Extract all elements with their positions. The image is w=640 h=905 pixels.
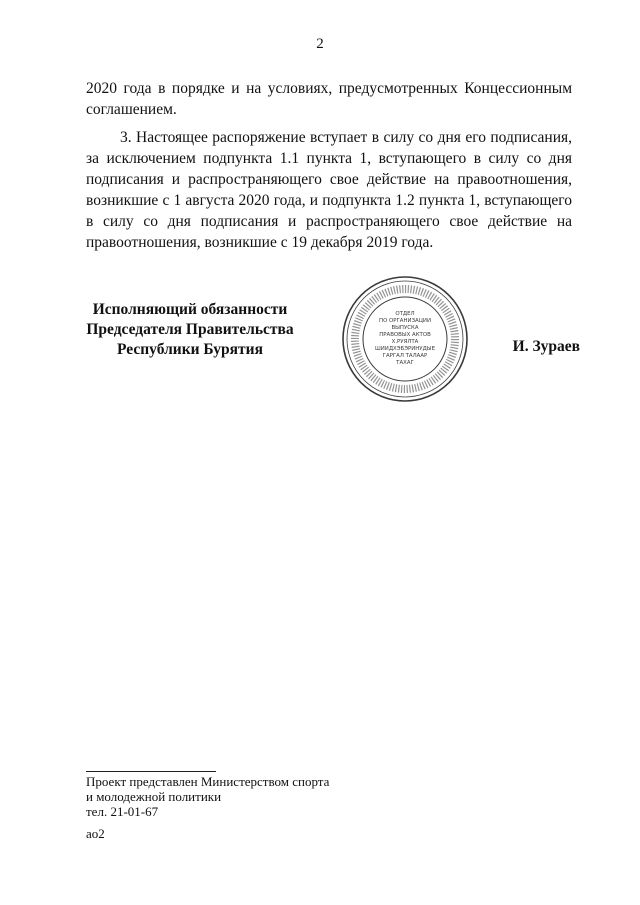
- document-code: ао2: [86, 826, 105, 841]
- signatory-title-line: Исполняющий обязанности: [92, 301, 288, 318]
- seal-line: ТАХАГ: [396, 360, 414, 366]
- paragraph-continuation: 2020 года в порядке и на условиях, предусмотренных Концессионным соглашением.: [86, 80, 572, 118]
- official-seal-icon: [340, 274, 470, 404]
- footnote-line: Проект представлен Министерством спорта: [86, 774, 330, 789]
- seal-line: ПРАВОВЫХ АКТОВ: [379, 332, 431, 338]
- signatory-title-line: Председателя Правительства: [86, 321, 294, 338]
- seal-line: ГАРГАЛ ТАЛААР: [382, 353, 428, 359]
- footnote-line: и молодежной политики: [86, 789, 222, 804]
- footnote: [86, 774, 329, 819]
- signatory-title: [70, 300, 310, 360]
- page-number: 2: [316, 36, 324, 52]
- signatory-title-line: Республики Бурятия: [117, 341, 263, 358]
- seal-line: ОТДЕЛ: [395, 311, 415, 317]
- footnote-divider: [86, 771, 216, 772]
- paragraph-clause-3: 3. Настоящее распоряжение вступает в силу со дня его подписания, за исключением подпункта 1.1 пункта 1, вступающего в силу со дня подписания и распространяющего свое действие на правоотношения, возникшие с 1 августа 2020 года, и подпункта 1.2 пункта 1, вступающего в силу со дня подписания и распространяющего свое действие на правоотношения, возникшие с 19 декабря 2019 года.: [86, 129, 572, 251]
- signer-name: И. Зураев: [512, 338, 580, 355]
- seal-line: ПО ОРГАНИЗАЦИИ: [379, 318, 431, 324]
- seal-line: Х.РУЯЛТА: [391, 339, 419, 345]
- seal-line: ШИИДХЭБЭРИНУДЫЕ: [375, 346, 435, 352]
- seal-line: ВЫПУСКА: [391, 325, 419, 331]
- footnote-line: тел. 21-01-67: [86, 804, 159, 819]
